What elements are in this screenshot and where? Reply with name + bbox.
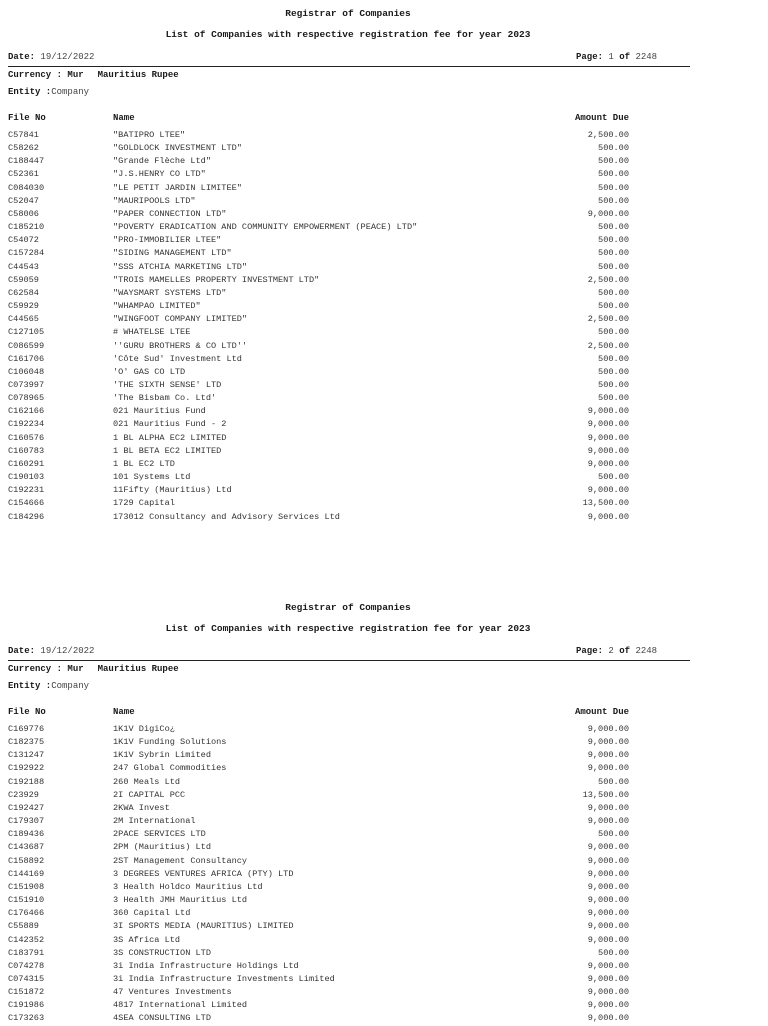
company-name-cell: "SSS ATCHIA MARKETING LTD" — [113, 261, 248, 272]
amount-due-cell: 500.00 — [598, 143, 629, 154]
table-row — [0, 828, 768, 841]
amount-due-cell: 500.00 — [598, 379, 629, 390]
page-total: 2248 — [635, 52, 658, 62]
amount-due-cell: 9,000.00 — [587, 960, 629, 971]
column-header-amount: Amount Due — [574, 707, 629, 717]
company-name-cell: 3i India Infrastructure Investments Limited — [113, 973, 335, 984]
file-no-cell: C185210 — [8, 222, 45, 233]
company-name-cell: 1729 Capital — [113, 498, 175, 509]
company-name-cell: 1 BL EC2 LTD — [113, 458, 175, 469]
company-name-cell: 260 Meals Ltd — [113, 776, 181, 787]
company-name-cell: 4817 International Limited — [113, 1000, 248, 1011]
company-name-cell: 3 DEGREES VENTURES AFRICA (PTY) LTD — [113, 868, 294, 879]
company-name-cell: "POVERTY ERADICATION AND COMMUNITY EMPOWERMENT (PEACE) LTD" — [113, 222, 418, 233]
company-name-cell: ''GURU BROTHERS & CO LTD'' — [113, 340, 248, 351]
table-row — [0, 353, 768, 366]
column-header-file-no: File No — [8, 707, 46, 717]
amount-due-cell: 2,500.00 — [587, 314, 629, 325]
currency-name: Mauritius Rupee — [97, 70, 179, 80]
file-no-cell: C192922 — [8, 763, 45, 774]
table-row — [0, 973, 768, 986]
table-row — [0, 340, 768, 353]
table-row — [0, 986, 768, 999]
company-name-cell: "Grande Flèche Ltd" — [113, 156, 211, 167]
company-name-cell: 1 BL BETA EC2 LIMITED — [113, 445, 222, 456]
table-row — [0, 855, 768, 868]
date-label: Date: — [8, 646, 36, 656]
table-row — [0, 313, 768, 326]
divider — [8, 66, 690, 67]
amount-due-cell: 500.00 — [598, 222, 629, 233]
table-row — [0, 221, 768, 234]
table-row — [0, 379, 768, 392]
amount-due-cell: 9,000.00 — [587, 934, 629, 945]
company-name-cell: 'THE SIXTH SENSE' LTD — [113, 379, 222, 390]
table-row — [0, 445, 768, 458]
file-no-cell: C23929 — [8, 789, 39, 800]
table-row — [0, 484, 768, 497]
company-name-cell: 3 Health Holdco Mauritius Ltd — [113, 881, 263, 892]
company-name-cell: "PRO-IMMOBILIER LTEE" — [113, 235, 222, 246]
file-no-cell: C157284 — [8, 248, 45, 259]
company-name-cell: 2ST Management Consultancy — [113, 855, 248, 866]
page-label: Page: — [576, 52, 604, 62]
file-no-cell: C084030 — [8, 182, 45, 193]
file-no-cell: C162166 — [8, 406, 45, 417]
table-row — [0, 195, 768, 208]
entity-label: Entity : — [8, 87, 52, 97]
table-row — [0, 129, 768, 142]
file-no-cell: C154666 — [8, 498, 45, 509]
amount-due-cell: 500.00 — [598, 169, 629, 180]
amount-due-cell: 9,000.00 — [587, 458, 629, 469]
column-header-amount: Amount Due — [574, 113, 629, 123]
amount-due-cell: 500.00 — [598, 393, 629, 404]
page-of: of — [619, 646, 631, 656]
company-table — [0, 723, 768, 1026]
file-no-cell: C142352 — [8, 934, 45, 945]
page-of: of — [619, 52, 631, 62]
table-row — [0, 841, 768, 854]
amount-due-cell: 9,000.00 — [587, 763, 629, 774]
amount-due-cell: 9,000.00 — [587, 855, 629, 866]
file-no-cell: C189436 — [8, 829, 45, 840]
file-no-cell: C52047 — [8, 195, 39, 206]
amount-due-cell: 9,000.00 — [587, 419, 629, 430]
amount-due-cell: 500.00 — [598, 776, 629, 787]
company-name-cell: "GOLDLOCK INVESTMENT LTD" — [113, 143, 242, 154]
table-row — [0, 471, 768, 484]
company-name-cell: 47 Ventures Investments — [113, 987, 232, 998]
company-name-cell: 247 Global Commodities — [113, 763, 227, 774]
amount-due-cell: 9,000.00 — [587, 724, 629, 734]
amount-due-cell: 2,500.00 — [587, 340, 629, 351]
amount-due-cell: 9,000.00 — [587, 445, 629, 456]
table-row — [0, 155, 768, 168]
table-row — [0, 868, 768, 881]
amount-due-cell: 9,000.00 — [587, 511, 629, 522]
file-no-cell: C183791 — [8, 947, 45, 958]
amount-due-cell: 500.00 — [598, 287, 629, 298]
table-row — [0, 168, 768, 181]
currency-line — [8, 69, 179, 81]
table-row — [0, 366, 768, 379]
file-no-cell: C131247 — [8, 750, 45, 761]
table-row — [0, 894, 768, 907]
page-number — [576, 51, 657, 63]
company-name-cell: "WINGFOOT COMPANY LIMITED" — [113, 314, 248, 325]
file-no-cell: C074315 — [8, 973, 45, 984]
amount-due-cell: 9,000.00 — [587, 208, 629, 219]
table-row — [0, 142, 768, 155]
company-name-cell: 'The Bisbam Co. Ltd' — [113, 393, 217, 404]
entity-label: Entity : — [8, 681, 52, 691]
amount-due-cell: 9,000.00 — [587, 987, 629, 998]
amount-due-cell: 500.00 — [598, 156, 629, 167]
company-name-cell: "SIDING MANAGEMENT LTD" — [113, 248, 232, 259]
table-row — [0, 182, 768, 195]
table-row — [0, 881, 768, 894]
company-name-cell: 2PM (Mauritius) Ltd — [113, 842, 211, 853]
amount-due-cell: 500.00 — [598, 353, 629, 364]
amount-due-cell: 500.00 — [598, 947, 629, 958]
date-label: Date: — [8, 52, 36, 62]
file-no-cell: C151872 — [8, 987, 45, 998]
table-row — [0, 960, 768, 973]
file-no-cell: C54072 — [8, 235, 39, 246]
amount-due-cell: 500.00 — [598, 366, 629, 377]
file-no-cell: C192234 — [8, 419, 45, 430]
amount-due-cell: 9,000.00 — [587, 842, 629, 853]
file-no-cell: C161706 — [8, 353, 45, 364]
table-row — [0, 418, 768, 431]
amount-due-cell: 9,000.00 — [587, 1013, 629, 1024]
amount-due-cell: 9,000.00 — [587, 485, 629, 496]
report-date — [8, 51, 94, 63]
report-subtitle: List of Companies with respective registration fee for year 2023 — [165, 623, 531, 634]
company-name-cell: 2I CAPITAL PCC — [113, 789, 186, 800]
table-row — [0, 405, 768, 418]
page-label: Page: — [576, 646, 604, 656]
file-no-cell: C184296 — [8, 511, 45, 522]
table-row — [0, 261, 768, 274]
company-name-cell: 173012 Consultancy and Advisory Services Ltd — [113, 511, 340, 522]
report-subtitle: List of Companies with respective registration fee for year 2023 — [165, 29, 531, 40]
company-name-cell: 101 Systems Ltd — [113, 472, 191, 483]
file-no-cell: C55889 — [8, 921, 39, 932]
table-row — [0, 458, 768, 471]
entity-value: Company — [51, 681, 90, 691]
company-name-cell: 360 Capital Ltd — [113, 908, 191, 919]
file-no-cell: C44565 — [8, 314, 39, 325]
divider — [8, 660, 690, 661]
file-no-cell: C192188 — [8, 776, 45, 787]
file-no-cell: C169776 — [8, 724, 45, 734]
company-name-cell: "PAPER CONNECTION LTD" — [113, 208, 227, 219]
company-name-cell: "BATIPRO LTEE" — [113, 130, 186, 140]
company-name-cell: "WHAMPAO LIMITED" — [113, 301, 201, 312]
file-no-cell: C151908 — [8, 881, 45, 892]
company-name-cell: 'O' GAS CO LTD — [113, 366, 186, 377]
page-current: 1 — [608, 52, 614, 62]
amount-due-cell: 9,000.00 — [587, 1000, 629, 1011]
file-no-cell: C58262 — [8, 143, 39, 154]
file-no-cell: C160783 — [8, 445, 45, 456]
file-no-cell: C190103 — [8, 472, 45, 483]
company-name-cell: 021 Mauritius Fund — [113, 406, 206, 417]
currency-label: Currency : — [8, 70, 63, 80]
file-no-cell: C59929 — [8, 301, 39, 312]
report-date — [8, 645, 94, 657]
file-no-cell: C143687 — [8, 842, 45, 853]
company-name-cell: 'Côte Sud' Investment Ltd — [113, 353, 242, 364]
amount-due-cell: 500.00 — [598, 301, 629, 312]
entity-line — [8, 86, 89, 98]
file-no-cell: C52361 — [8, 169, 39, 180]
amount-due-cell: 500.00 — [598, 182, 629, 193]
table-row — [0, 208, 768, 221]
company-name-cell: "MAURIPOOLS LTD" — [113, 195, 196, 206]
file-no-cell: C074278 — [8, 960, 45, 971]
table-row — [0, 432, 768, 445]
table-row — [0, 247, 768, 260]
company-name-cell: 2M International — [113, 816, 196, 827]
file-no-cell: C59059 — [8, 274, 39, 285]
file-no-cell: C182375 — [8, 737, 45, 748]
amount-due-cell: 500.00 — [598, 261, 629, 272]
amount-due-cell: 13,500.00 — [582, 789, 629, 800]
table-row — [0, 274, 768, 287]
file-no-cell: C073997 — [8, 379, 45, 390]
currency-line — [8, 663, 179, 675]
file-no-cell: C44543 — [8, 261, 39, 272]
company-name-cell: 2PACE SERVICES LTD — [113, 829, 206, 840]
currency-label: Currency : — [8, 664, 63, 674]
currency-code: Mur — [67, 70, 84, 80]
table-row — [0, 392, 768, 405]
file-no-cell: C160576 — [8, 432, 45, 443]
amount-due-cell: 500.00 — [598, 195, 629, 206]
date-value: 19/12/2022 — [40, 52, 95, 62]
page-current: 2 — [608, 646, 614, 656]
amount-due-cell: 9,000.00 — [587, 432, 629, 443]
table-row — [0, 749, 768, 762]
company-name-cell: 2KWA Invest — [113, 802, 170, 813]
file-no-cell: C188447 — [8, 156, 45, 167]
table-row — [0, 723, 768, 736]
company-name-cell: 3I SPORTS MEDIA (MAURITIUS) LIMITED — [113, 921, 294, 932]
file-no-cell: C158892 — [8, 855, 45, 866]
amount-due-cell: 9,000.00 — [587, 406, 629, 417]
file-no-cell: C144169 — [8, 868, 45, 879]
company-name-cell: 3S CONSTRUCTION LTD — [113, 947, 211, 958]
entity-value: Company — [51, 87, 90, 97]
amount-due-cell: 500.00 — [598, 235, 629, 246]
table-row — [0, 934, 768, 947]
table-row — [0, 776, 768, 789]
amount-due-cell: 9,000.00 — [587, 868, 629, 879]
table-row — [0, 736, 768, 749]
file-no-cell: C173263 — [8, 1013, 45, 1024]
entity-line — [8, 680, 89, 692]
file-no-cell: C160291 — [8, 458, 45, 469]
company-name-cell: 1K1V DigiCo¿ — [113, 724, 175, 734]
file-no-cell: C106048 — [8, 366, 45, 377]
amount-due-cell: 2,500.00 — [587, 130, 629, 140]
amount-due-cell: 9,000.00 — [587, 973, 629, 984]
file-no-cell: C192427 — [8, 802, 45, 813]
amount-due-cell: 500.00 — [598, 248, 629, 259]
amount-due-cell: 9,000.00 — [587, 737, 629, 748]
company-name-cell: "J.S.HENRY CO LTD" — [113, 169, 206, 180]
company-name-cell: "TROIS MAMELLES PROPERTY INVESTMENT LTD" — [113, 274, 320, 285]
amount-due-cell: 9,000.00 — [587, 921, 629, 932]
company-name-cell: 3 Health JMH Mauritius Ltd — [113, 895, 248, 906]
company-name-cell: 3i India Infrastructure Holdings Ltd — [113, 960, 299, 971]
report-title: Registrar of Companies — [285, 8, 411, 19]
company-name-cell: "LE PETIT JARDIN LIMITEE" — [113, 182, 242, 193]
date-value: 19/12/2022 — [40, 646, 95, 656]
file-no-cell: C151910 — [8, 895, 45, 906]
company-table — [0, 129, 768, 524]
file-no-cell: C191986 — [8, 1000, 45, 1011]
file-no-cell: C62584 — [8, 287, 39, 298]
table-row — [0, 511, 768, 524]
column-header-name: Name — [113, 707, 135, 717]
column-header-file-no: File No — [8, 113, 46, 123]
currency-name: Mauritius Rupee — [97, 664, 179, 674]
table-row — [0, 300, 768, 313]
file-no-cell: C086599 — [8, 340, 45, 351]
company-name-cell: 1 BL ALPHA EC2 LIMITED — [113, 432, 227, 443]
report-title: Registrar of Companies — [285, 602, 411, 613]
amount-due-cell: 9,000.00 — [587, 750, 629, 761]
amount-due-cell: 9,000.00 — [587, 816, 629, 827]
file-no-cell: C078965 — [8, 393, 45, 404]
company-name-cell: 1K1V Sybrin Limited — [113, 750, 211, 761]
table-row — [0, 762, 768, 775]
file-no-cell: C58006 — [8, 208, 39, 219]
amount-due-cell: 9,000.00 — [587, 802, 629, 813]
page-number — [576, 645, 657, 657]
table-row — [0, 234, 768, 247]
amount-due-cell: 9,000.00 — [587, 908, 629, 919]
table-row — [0, 999, 768, 1012]
table-row — [0, 326, 768, 339]
table-row — [0, 497, 768, 510]
amount-due-cell: 13,500.00 — [582, 498, 629, 509]
amount-due-cell: 500.00 — [598, 327, 629, 338]
file-no-cell: C176466 — [8, 908, 45, 919]
amount-due-cell: 500.00 — [598, 829, 629, 840]
table-row — [0, 802, 768, 815]
file-no-cell: C127105 — [8, 327, 45, 338]
company-name-cell: "WAYSMART SYSTEMS LTD" — [113, 287, 227, 298]
company-name-cell: # WHATELSE LTEE — [113, 327, 191, 338]
page-total: 2248 — [635, 646, 658, 656]
company-name-cell: 1K1V Funding Solutions — [113, 737, 227, 748]
table-row — [0, 947, 768, 960]
file-no-cell: C57841 — [8, 130, 39, 140]
file-no-cell: C192231 — [8, 485, 45, 496]
file-no-cell: C179307 — [8, 816, 45, 827]
column-header-name: Name — [113, 113, 135, 123]
table-row — [0, 907, 768, 920]
amount-due-cell: 2,500.00 — [587, 274, 629, 285]
amount-due-cell: 9,000.00 — [587, 895, 629, 906]
amount-due-cell: 500.00 — [598, 472, 629, 483]
table-row — [0, 287, 768, 300]
company-name-cell: 11Fifty (Mauritius) Ltd — [113, 485, 232, 496]
company-name-cell: 3S Africa Ltd — [113, 934, 181, 945]
table-row — [0, 789, 768, 802]
company-name-cell: 021 Mauritius Fund - 2 — [113, 419, 227, 430]
amount-due-cell: 9,000.00 — [587, 881, 629, 892]
company-name-cell: 4SEA CONSULTING LTD — [113, 1013, 211, 1024]
table-row — [0, 920, 768, 933]
table-row — [0, 815, 768, 828]
currency-code: Mur — [67, 664, 84, 674]
